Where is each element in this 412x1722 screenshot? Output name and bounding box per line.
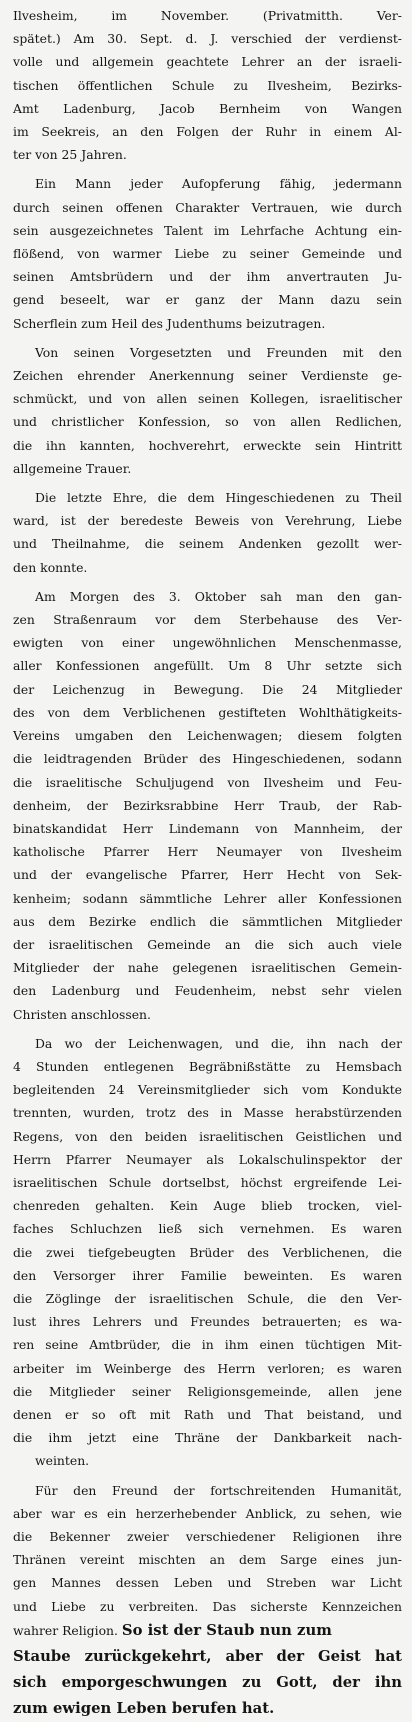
emphasized-closing-line: Staube zurückgekehrt, aber der Geist hat	[13, 1647, 402, 1665]
text-line: Ein Mann jeder Aufopferung fähig, jedermann	[35, 176, 402, 192]
paragraph-recognition	[13, 341, 402, 480]
text-line: ewigten von einer ungewöhnlichen Menschenmasse,	[13, 635, 402, 651]
text-line: weinten.	[35, 1453, 90, 1469]
text-line: die zwei tiefgebeugten Brüder des Verblichenen, die	[13, 1244, 402, 1260]
text-line: und der evangelische Pfarrer, Herr Hecht von Sek-	[13, 867, 402, 883]
text-line: Ilvesheim, im November. (Privatmitth. Ver-	[13, 8, 402, 23]
text-line: Da wo der Leichenwagen, und die, ihn nach der	[35, 1035, 402, 1051]
text-line: den konnte.	[13, 559, 88, 575]
text-line: und Theilnahme, die seinem Andenken gezollt wer-	[13, 536, 402, 552]
text-line: Zeichen ehrender Anerkennung seiner Verdienste ge-	[13, 368, 402, 384]
text-line: zen Straßenraum vor dem Sterbehause des Ver-	[13, 612, 402, 628]
text-line: die Mitglieder seiner Religionsgemeinde, allen jene	[13, 1383, 402, 1399]
text-line: arbeiter im Weinberge des Herrn verloren; es waren	[13, 1360, 402, 1376]
text-line: den Versorger ihrer Familie beweinten. Es waren	[13, 1267, 402, 1283]
emphasized-closing-line: zum ewigen Leben berufen hat.	[13, 1699, 275, 1717]
paragraph-funeral-speeches	[13, 1032, 402, 1473]
text-line: im Seekreis, an den Folgen der Ruhr in einem Al-	[13, 124, 402, 140]
text-line: seinen Amtsbrüdern und der ihm anvertrauten Ju-	[13, 269, 402, 285]
text-line: israelitischen Schule dortselbst, höchst ergreifende Lei-	[13, 1174, 402, 1190]
text-line: und christlicher Konfession, so von allen Redlichen,	[13, 414, 402, 430]
text-line: den Ladenburg und Feudenheim, nebst sehr vielen	[13, 983, 402, 999]
text-line: durch seinen offenen Charakter Vertrauen, wie durch	[13, 199, 402, 215]
text-line: Am Morgen des 3. Oktober sah man den gan-	[35, 588, 402, 604]
text-line: faches Schluchzen ließ sich vernehmen. Es waren	[13, 1221, 402, 1237]
text-line: Christen anschlossen.	[13, 1006, 151, 1022]
text-line: die Zöglinge der israelitischen Schule, die den Ver-	[13, 1290, 402, 1306]
text-line: Herrn Pfarrer Neumayer als Lokalschulinspektor der	[13, 1151, 402, 1167]
text-line: chenreden gehalten. Kein Auge blieb trocken, viel-	[13, 1198, 402, 1214]
text-line: aber war es ein herzerhebender Anblick, zu sehen, wie	[13, 1505, 402, 1521]
paragraph-funeral-procession	[13, 585, 402, 1026]
text-line: ward, ist der beredeste Beweis von Verehrung, Liebe	[13, 513, 402, 529]
text-line: flößend, von warmer Liebe zu seiner Gemeinde und	[13, 246, 402, 262]
text-line: begleitenden 24 Vereinsmitglieder sich vom Kondukte	[13, 1082, 402, 1098]
paragraph-last-honor	[13, 486, 402, 579]
text-line: die israelitische Schuljugend von Ilvesheim und Feu-	[13, 774, 402, 790]
text-line: ren seine Amtbrüder, die in ihm einen tüchtigen Mit-	[13, 1337, 402, 1353]
text-line: Von seinen Vorgesetzten und Freunden mit den	[35, 344, 402, 360]
text-line: ter von 25 Jahren.	[13, 147, 127, 163]
text-fragment: wahrer Religion.	[13, 1622, 118, 1638]
text-line: binatskandidat Herr Lindemann von Mannheim, der	[13, 820, 402, 836]
text-line: die ihm jetzt eine Thräne der Dankbarkeit nach-	[13, 1430, 402, 1446]
text-line: Thränen vereint mischten an dem Sarge eines jun-	[13, 1552, 402, 1568]
text-line: Scherflein zum Heil des Judenthums beizutragen.	[13, 315, 326, 331]
text-line: die Bekenner zweier verschiedener Religionen ihre	[13, 1529, 402, 1544]
text-line: Regens, von den beiden israelitischen Geistlichen und	[13, 1128, 402, 1144]
emphasized-closing-text: So ist der Staub nun zum	[121, 1621, 332, 1639]
text-line: und Liebe zu verbreiten. Das sicherste Kennzeichen	[13, 1598, 402, 1614]
paragraph-character	[13, 172, 402, 334]
text-line: die ihn kannten, hochverehrt, erweckte sein Hintritt	[13, 437, 402, 453]
emphasized-closing-line: sich emporgeschwungen zu Gott, der ihn	[13, 1673, 402, 1691]
text-line: Vereins umgaben den Leichenwagen; diesem folgten	[13, 728, 402, 744]
text-line: aller Konfessionen angefüllt. Um 8 Uhr setzte sich	[13, 658, 402, 674]
text-line: der israelitischen Gemeinde an die sich auch viele	[13, 936, 402, 952]
paragraph-obituary-intro	[13, 4, 402, 166]
text-line: tischen öffentlichen Schule zu Ilvesheim, Bezirks-	[13, 77, 402, 93]
text-line: allgemeine Trauer.	[13, 460, 132, 476]
text-line: volle und allgemein geachtete Lehrer an der israeli-	[13, 54, 402, 70]
text-line: katholische Pfarrer Herr Neumayer von Ilvesheim	[13, 844, 402, 860]
text-line: des von dem Verblichenen gestifteten Wohlthätigkeits-	[13, 704, 402, 720]
text-line: Die letzte Ehre, die dem Hingeschiedenen zu Theil	[35, 490, 402, 506]
text-line: denheim, der Bezirksrabbine Herr Traub, der Rab-	[13, 797, 402, 813]
text-line: 4 Stunden entlegenen Begräbnißstätte zu Hemsbach	[13, 1058, 402, 1074]
text-line: sein ausgezeichnetes Talent im Lehrfache Achtung ein-	[13, 222, 402, 238]
text-line: spätet.) Am 30. Sept. d. J. verschied der verdienst-	[13, 31, 402, 47]
text-line: der Leichenzug in Bewegung. Die 24 Mitglieder	[13, 681, 402, 697]
text-line: die leidtragenden Brüder des Hingeschiedenen, sodann	[13, 751, 402, 767]
text-line: trennten, wurden, trotz des in Masse herabstürzenden	[13, 1105, 402, 1121]
text-line: denen er so oft mit Rath und That beistand, und	[13, 1406, 402, 1422]
paragraph-humanity-closing	[13, 1479, 402, 1722]
text-line: Amt Ladenburg, Jacob Bernheim von Wangen	[13, 100, 402, 116]
text-line: kenheim; sodann sämmtliche Lehrer aller Konfessionen	[13, 890, 402, 906]
text-line: Für den Freund der fortschreitenden Humanität,	[35, 1482, 402, 1498]
text-line: gen Mannes dessen Leben und Streben war Licht	[13, 1575, 402, 1591]
text-line	[13, 1618, 402, 1644]
text-line: aus dem Bezirke endlich die sämmtlichen Mitglieder	[13, 913, 402, 929]
text-line: gend beseelt, war er ganz der Mann dazu sein	[13, 292, 402, 308]
text-line: lust ihres Lehrers und Freundes betrauerten; es wa-	[13, 1314, 402, 1330]
text-line: schmückt, und von allen seinen Kollegen, israelitischer	[13, 391, 402, 407]
text-line: Mitglieder der nahe gelegenen israelitischen Gemein-	[13, 960, 402, 976]
